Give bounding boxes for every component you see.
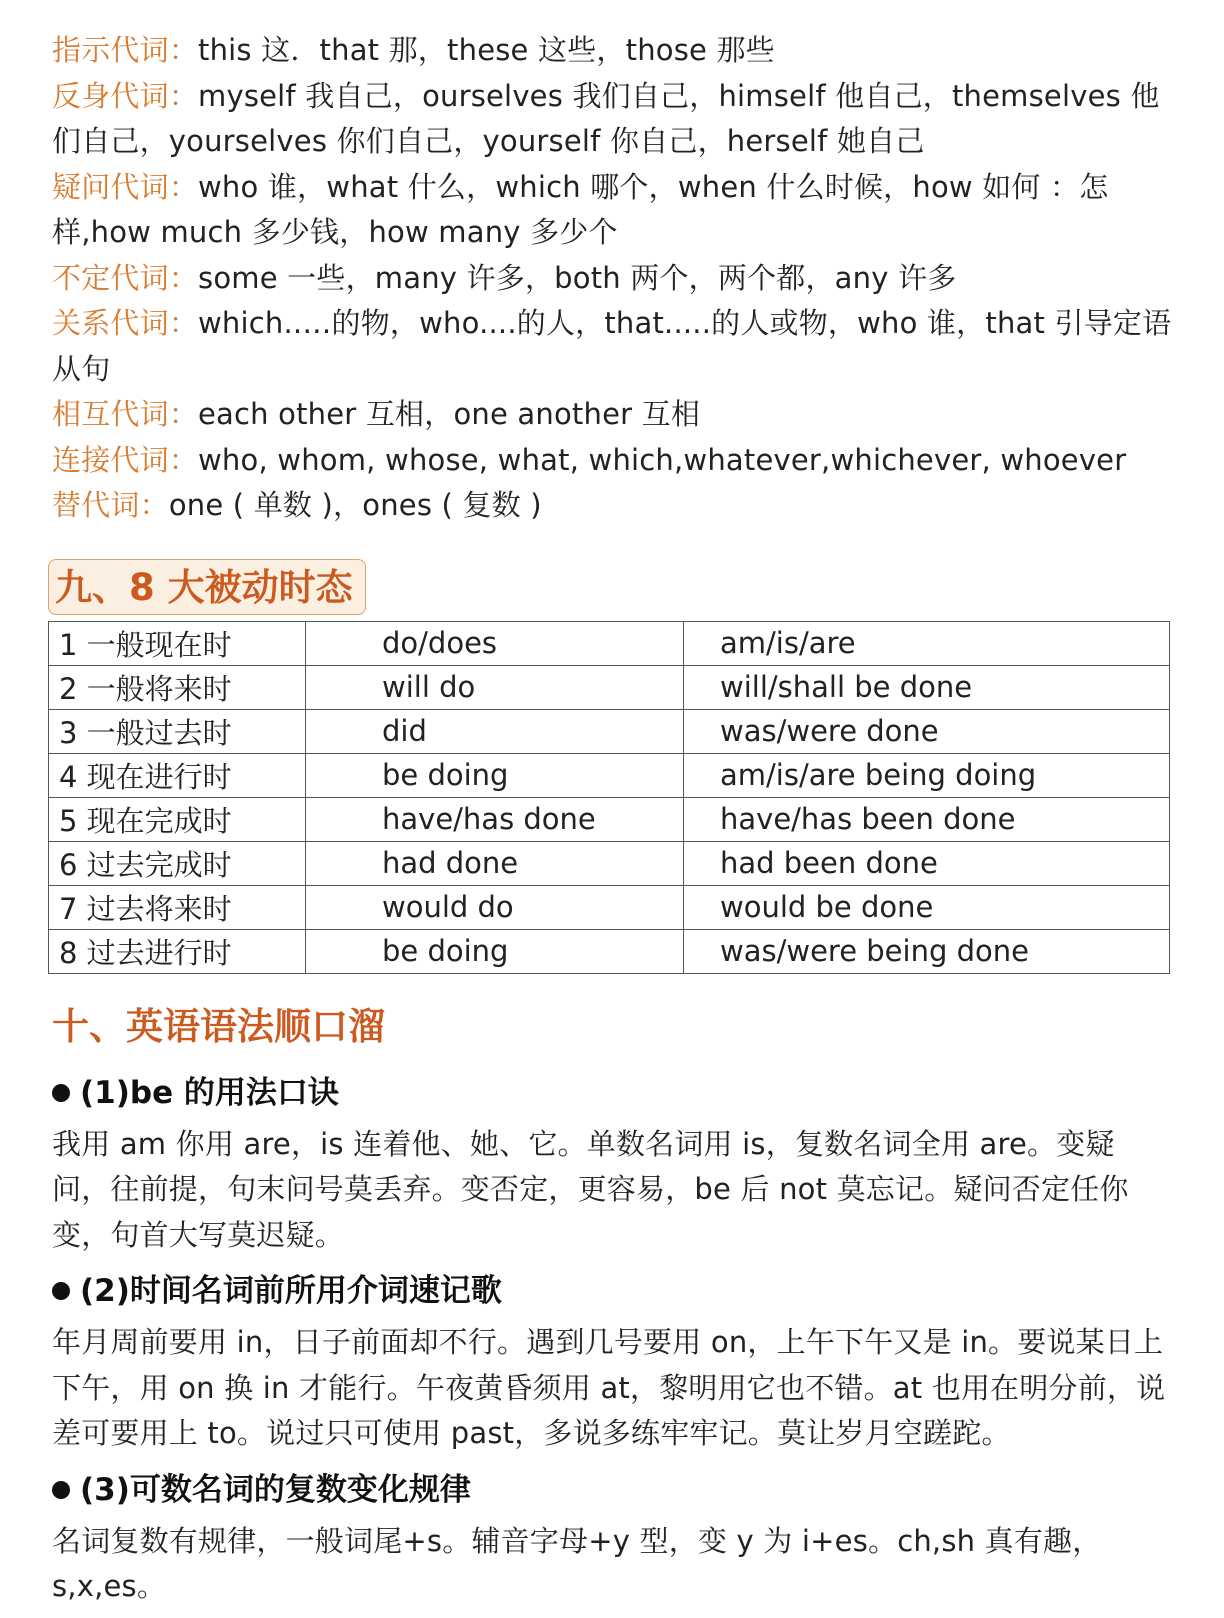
active-form: did xyxy=(306,709,684,753)
label-separator: ： xyxy=(139,488,169,522)
table-row xyxy=(49,621,1170,665)
pronoun-text: one ( 单数 )，ones ( 复数 ) xyxy=(168,488,542,522)
pronoun-text: which..…的物，who....的人，that.....的人或物，who 谁，that 引导定语从句 xyxy=(52,306,1172,386)
pronoun-relative xyxy=(52,301,1172,392)
tense-name: 2 一般将来时 xyxy=(49,665,306,709)
tense-name: 7 过去将来时 xyxy=(49,885,306,929)
tense-name: 6 过去完成时 xyxy=(49,841,306,885)
passive-form: have/has been done xyxy=(684,797,1170,841)
pronoun-reciprocal xyxy=(52,392,1172,438)
tense-name: 8 过去进行时 xyxy=(49,929,306,973)
table-row xyxy=(49,753,1170,797)
active-form: be doing xyxy=(306,753,684,797)
passive-form: will/shall be done xyxy=(684,665,1170,709)
pronoun-text: myself 我自己，ourselves 我们自己，himself 他自己，themselves 他们自己，yourselves 你们自己，yourself 你自己，herself 她自己 xyxy=(52,78,1160,158)
mnemonic-heading-prepositions xyxy=(52,1266,1172,1316)
label-separator: ： xyxy=(168,33,199,67)
mnemonic-body-prepositions: 年月周前要用 in，日子前面却不行。遇到几号要用 on，上午下午又是 in。要说某日上下午，用 on 换 in 才能行。午夜黄昏须用 at，黎明用它也不错。at 也用在明分前，说差可要用上 to。说过只可使用 past，多说多练牢牢记。莫让岁月空蹉跎。 xyxy=(52,1325,1166,1450)
bullet-icon xyxy=(52,1481,70,1499)
label-separator: ： xyxy=(168,78,199,113)
mnemonic-heading-plurals xyxy=(52,1465,1172,1515)
passive-form: had been done xyxy=(684,841,1170,885)
pronoun-list xyxy=(52,28,1172,529)
pronoun-label: 疑问代词 xyxy=(52,169,169,204)
label-separator: ： xyxy=(168,169,199,204)
active-form: had done xyxy=(306,841,684,885)
pronoun-text: this 这．that 那，these 这些，those 那些 xyxy=(198,33,775,67)
mnemonic-body-be: 我用 am 你用 are，is 连着他、她、它。单数名词用 is，复数名词全用 are。变疑问，往前提，句末问号莫丢弃。变否定，更容易，be 后 not 莫忘记。疑问否定任你变，句首大写莫迟疑。 xyxy=(52,1126,1129,1252)
table-row xyxy=(49,841,1170,885)
pronoun-substitute xyxy=(52,483,1172,529)
passive-form: was/were done xyxy=(684,709,1170,753)
table-row xyxy=(49,885,1170,929)
tense-name: 3 一般过去时 xyxy=(49,709,306,753)
section-10-title: 十、英语语法顺口溜 xyxy=(52,1004,385,1048)
section-9-title: 九、8 大被动时态 xyxy=(48,559,366,615)
active-form: be doing xyxy=(306,929,684,973)
active-form: would do xyxy=(306,885,684,929)
pronoun-text: some 一些，many 许多，both 两个，两个都，any 许多 xyxy=(198,260,957,295)
mnemonic-body-plurals: 名词复数有规律，一般词尾+s。辅音字母+y 型，变 y 为 i+es。ch,sh 真有趣，s,x,es。 xyxy=(52,1523,1102,1603)
bullet-icon xyxy=(52,1282,70,1300)
mnemonic-heading-text: (3)可数名词的复数变化规律 xyxy=(80,1471,471,1508)
label-separator: ： xyxy=(168,397,199,431)
label-separator: ： xyxy=(168,442,199,477)
pronoun-text: who, whom, whose, what, which,whatever,whichever, whoever xyxy=(198,442,1127,477)
pronoun-label: 相互代词 xyxy=(52,397,169,431)
pronoun-label: 连接代词 xyxy=(52,442,169,477)
pronoun-text: who 谁，what 什么，which 哪个，when 什么时候，how 如何 ：怎样,how much 多少钱，how many 多少个 xyxy=(52,169,1109,249)
passive-tense-table xyxy=(48,621,1170,974)
label-separator: ： xyxy=(168,260,199,295)
table-row xyxy=(49,929,1170,973)
pronoun-demonstrative xyxy=(52,28,1172,74)
passive-form: would be done xyxy=(684,885,1170,929)
pronoun-label: 关系代词 xyxy=(52,306,169,340)
pronoun-label: 不定代词 xyxy=(52,260,169,295)
passive-form: am/is/are xyxy=(684,621,1170,665)
active-form: do/does xyxy=(306,621,684,665)
active-form: have/has done xyxy=(306,797,684,841)
passive-form: am/is/are being doing xyxy=(684,753,1170,797)
pronoun-label: 指示代词 xyxy=(52,33,169,67)
tense-name: 5 现在完成时 xyxy=(49,797,306,841)
table-row xyxy=(49,709,1170,753)
table-row xyxy=(49,797,1170,841)
mnemonic-heading-text: (1)be 的用法口诀 xyxy=(80,1074,339,1111)
mnemonic-heading-text: (2)时间名词前所用介词速记歌 xyxy=(80,1273,502,1309)
pronoun-text: each other 互相，one another 互相 xyxy=(198,397,701,431)
pronoun-label: 反身代词 xyxy=(52,78,169,113)
mnemonic-heading-be xyxy=(52,1068,1172,1118)
passive-form: was/were being done xyxy=(684,929,1170,973)
label-separator: ： xyxy=(168,306,199,340)
table-row xyxy=(49,665,1170,709)
bullet-icon xyxy=(52,1084,70,1102)
pronoun-indefinite xyxy=(52,256,1172,302)
pronoun-reflexive xyxy=(52,74,1172,165)
active-form: will do xyxy=(306,665,684,709)
pronoun-label: 替代词 xyxy=(52,488,140,522)
pronoun-conjunctive xyxy=(52,438,1172,484)
pronoun-interrogative xyxy=(52,165,1172,256)
tense-name: 4 现在进行时 xyxy=(49,753,306,797)
tense-name: 1 一般现在时 xyxy=(49,621,306,665)
